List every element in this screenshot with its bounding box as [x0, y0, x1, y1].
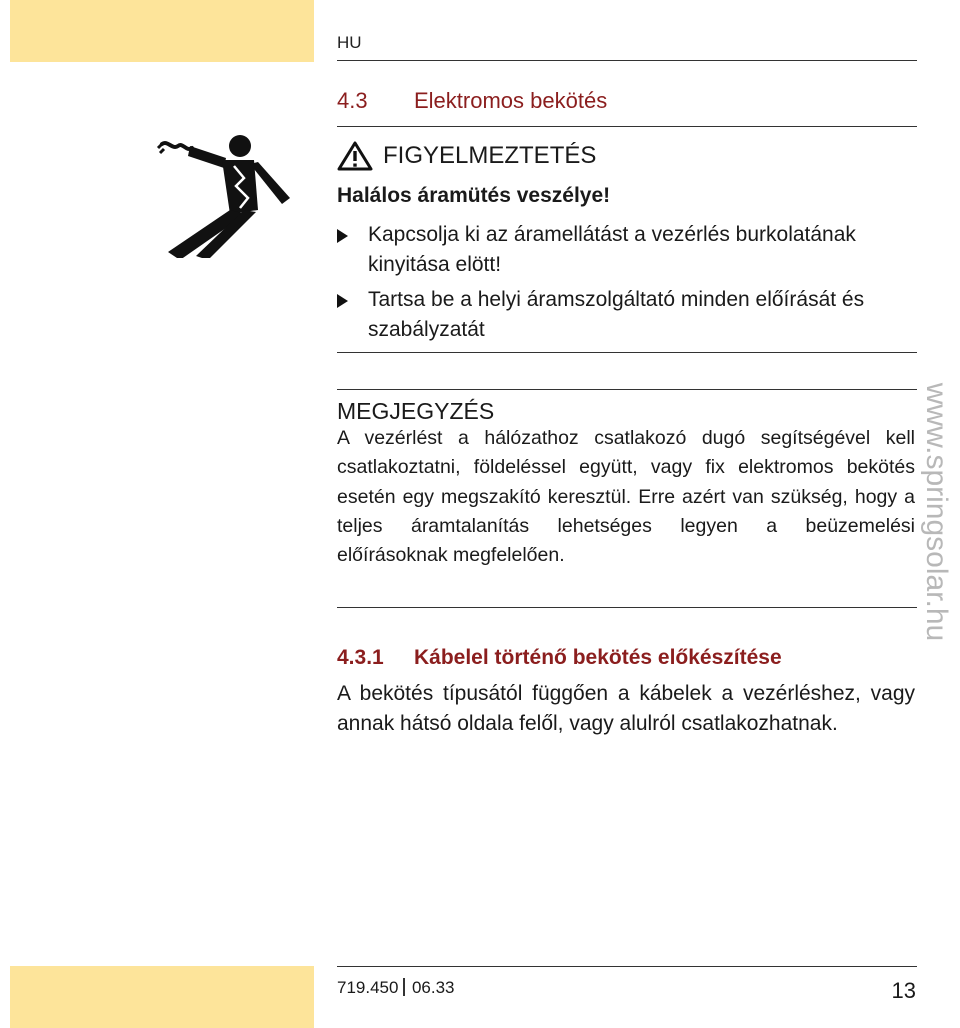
bullet-text: Kapcsolja ki az áramellátást a vezérlés burkolatának kinyitása elött! — [368, 223, 856, 276]
language-code: HU — [337, 33, 362, 52]
warning-bottom-rule — [337, 352, 917, 353]
document-code — [337, 978, 455, 998]
separator — [403, 978, 405, 996]
warning-header — [337, 141, 596, 171]
header-rule — [337, 60, 917, 61]
note-title: MEGJEGYZÉS — [337, 398, 495, 424]
section-number: 4.3 — [337, 88, 368, 113]
bullet-arrow-icon — [337, 229, 348, 243]
watermark: www.springsolar.hu — [920, 382, 953, 642]
document-number: 719.450 — [337, 978, 399, 997]
warning-top-rule — [337, 126, 917, 127]
subsection-title: Kábelel történő bekötés előkészítése — [414, 646, 782, 669]
page-number: 13 — [891, 978, 916, 1003]
note-bottom-rule — [337, 607, 917, 608]
bullet-text: Tartsa be a helyi áramszolgáltató minden előírását és szabályzatát — [368, 288, 865, 341]
note-top-rule — [337, 389, 917, 390]
header-band — [10, 0, 314, 62]
electric-shock-icon — [150, 128, 300, 258]
section-title: Elektromos bekötés — [414, 88, 608, 113]
footer-rule — [337, 966, 917, 967]
subsection-body: A bekötés típusától függően a kábelek a vezérléshez, vagy annak hátsó oldala felől, vagy alulról csatlakozhatnak. — [337, 682, 915, 735]
warning-bullet — [337, 285, 928, 345]
note-body: A vezérlést a hálózathoz csatlakozó dugó segítségével kell csatlakoztatni, földeléssel együtt, vagy fix elektromos bekötés esetén egy megszakító keresztül. Erre azért van szükség, hogy a teljes áramtalanítás lehetséges legyen a beüzemelési előírásoknak megfelelően. — [337, 427, 915, 567]
danger-statement: Halálos áramütés veszélye! — [337, 184, 611, 207]
subsection-number: 4.3.1 — [337, 646, 384, 669]
footer-band — [10, 966, 314, 1028]
bullet-arrow-icon — [337, 294, 348, 308]
warning-triangle-icon — [337, 141, 373, 171]
warning-title: FIGYELMEZTETÉS — [383, 142, 597, 169]
warning-bullet — [337, 220, 928, 280]
document-version: 06.33 — [411, 978, 455, 997]
